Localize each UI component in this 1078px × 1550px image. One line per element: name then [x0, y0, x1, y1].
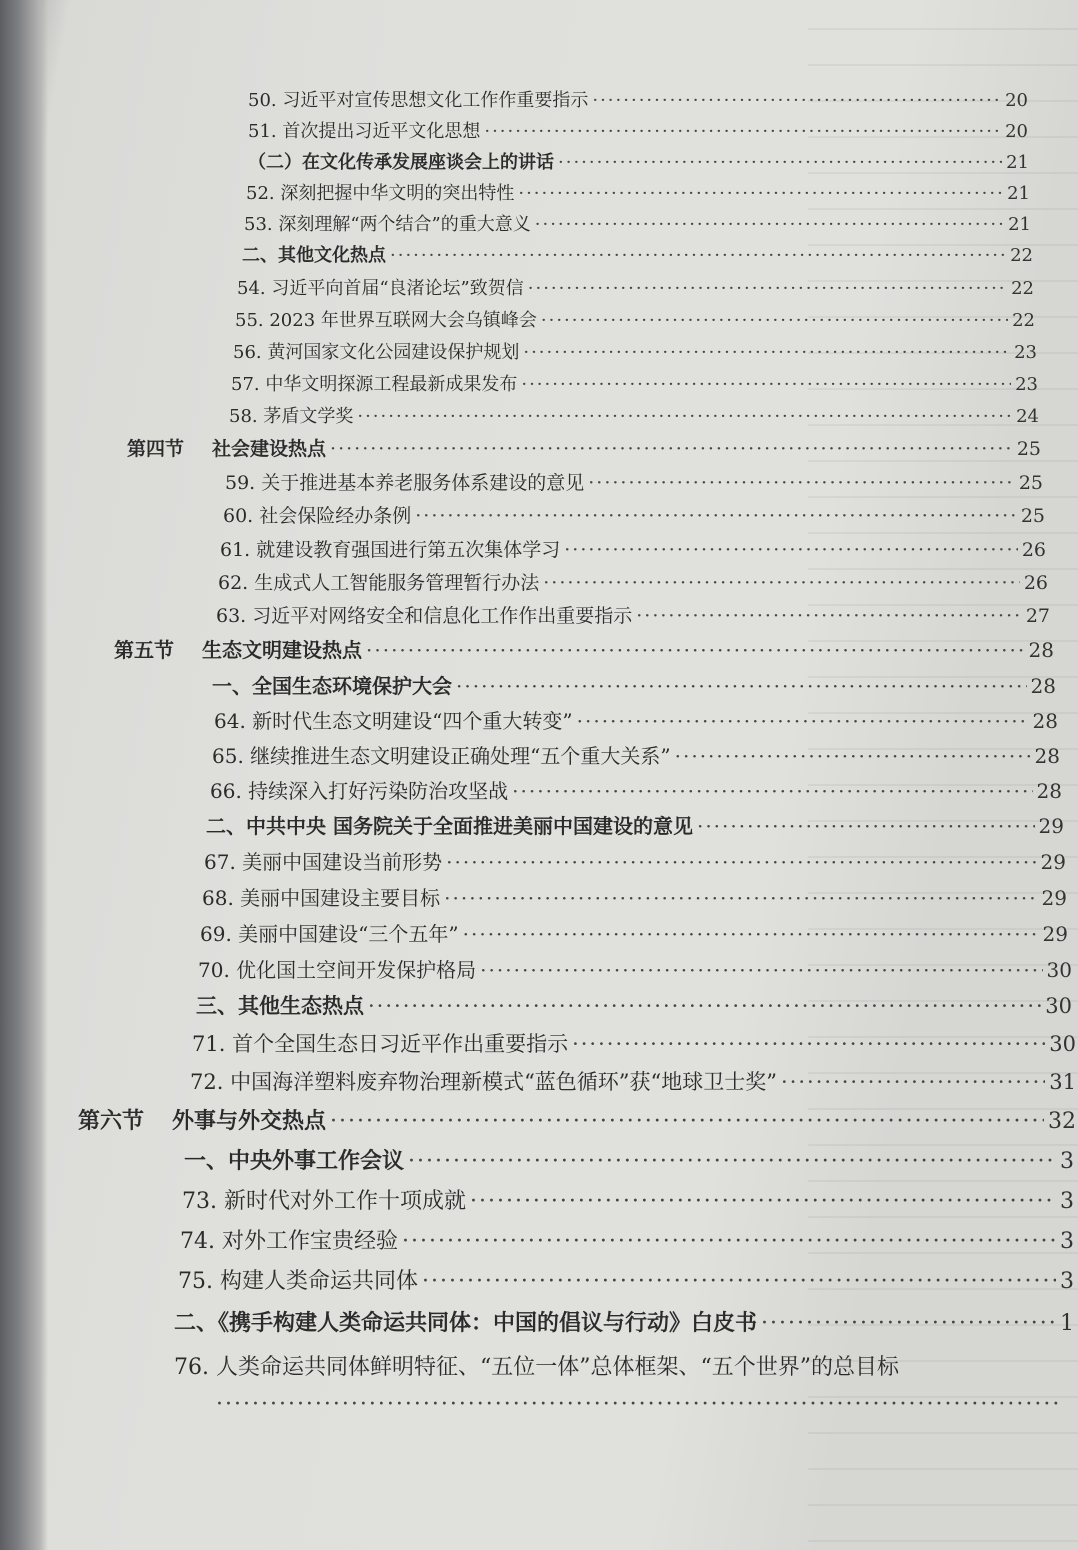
entry-title: 三、其他生态热点 [196, 993, 364, 1018]
page-number: 28 [1030, 674, 1056, 698]
entry-title: 58. 茅盾文学奖 [229, 406, 354, 427]
dot-leader [543, 572, 1020, 594]
toc-entry [235, 306, 1035, 332]
entry-title: 64. 新时代生态文明建设“四个重大转变” [214, 709, 573, 733]
toc-entry [231, 370, 1038, 396]
page-number: 24 [1016, 406, 1039, 427]
dot-leader [484, 121, 1001, 142]
entry-title: 62. 生成式人工智能服务管理暂行办法 [218, 572, 540, 594]
dot-leader [761, 1311, 1056, 1336]
toc-entry [182, 1184, 1074, 1215]
dot-leader [456, 674, 1027, 698]
page-number: 3 [1060, 1149, 1074, 1174]
toc-entry [212, 740, 1060, 769]
toc-entry [218, 568, 1048, 595]
dot-leader [541, 310, 1008, 331]
page-number: 26 [1021, 539, 1046, 561]
page-number: 28 [1034, 744, 1060, 768]
page-number: 25 [1020, 505, 1045, 527]
toc-entry [237, 274, 1034, 300]
dot-leader [357, 406, 1012, 427]
toc-entry [204, 846, 1066, 875]
toc-section-entry [78, 1104, 1076, 1135]
toc-entry [248, 86, 1028, 112]
dot-leader [216, 1392, 1062, 1417]
dot-leader [528, 278, 1007, 299]
toc-entry [229, 402, 1039, 428]
dot-leader [697, 814, 1035, 838]
entry-title: 60. 社会保险经办条例 [223, 505, 412, 527]
toc-entry [200, 918, 1068, 947]
dot-leader [636, 605, 1022, 627]
dot-leader [518, 183, 1003, 204]
toc-entry [220, 535, 1046, 562]
entry-title: 71. 首个全国生态日习近平作出重要指示 [192, 1032, 569, 1056]
dot-leader [512, 779, 1032, 803]
page-number: 30 [1046, 958, 1072, 982]
entry-title: 68. 美丽中国建设主要目标 [202, 886, 441, 910]
entry-title: （二）在文化传承发展座谈会上的讲话 [248, 152, 554, 173]
entry-title: 59. 关于推进基本养老服务体系建设的意见 [225, 472, 585, 494]
dot-leader [577, 709, 1029, 733]
dot-leader [781, 1070, 1045, 1094]
entry-title: 61. 就建设教育强国进行第五次集体学习 [220, 539, 561, 561]
entry-title: 70. 优化国土空间开发保护格局 [198, 958, 477, 982]
dot-leader [415, 505, 1017, 527]
dot-leader [470, 1189, 1056, 1214]
entry-title: 二、其他文化热点 [242, 245, 386, 266]
entry-title: 一、中央外事工作会议 [184, 1148, 405, 1174]
entry-title: 外事与外交热点 [172, 1108, 327, 1134]
entry-title: 63. 习近平对网络安全和信息化工作作出重要指示 [216, 605, 633, 627]
entry-title: 生态文明建设热点 [202, 638, 362, 662]
toc-section-entry [114, 634, 1054, 663]
dot-leader [588, 472, 1015, 494]
page-number: 25 [1018, 472, 1043, 494]
dot-leader [480, 958, 1042, 982]
page-number: 32 [1048, 1109, 1076, 1134]
page-number: 23 [1015, 374, 1038, 395]
toc-entry [174, 1306, 1074, 1337]
entry-title: 73. 新时代对外工作十项成就 [182, 1189, 466, 1214]
entry-title: 二、中共中央 国务院关于全面推进美丽中国建设的意见 [206, 814, 693, 838]
toc-entry [198, 954, 1072, 983]
dot-leader [422, 1269, 1056, 1294]
entry-title: 67. 美丽中国建设当前形势 [204, 850, 443, 874]
toc-entry [210, 775, 1062, 804]
dot-leader [572, 1032, 1045, 1056]
page-number: 22 [1012, 310, 1035, 331]
toc-entry [214, 705, 1058, 734]
entry-title: 50. 习近平对宣传思想文化工作作重要指示 [248, 90, 589, 111]
toc-entry [233, 338, 1037, 364]
dot-leader [523, 342, 1010, 363]
entry-title: 社会建设热点 [212, 438, 327, 460]
page-number: 20 [1005, 90, 1028, 111]
entry-title: 72. 中国海洋塑料废弃物治理新模式“蓝色循环”获“地球卫士奖” [190, 1070, 778, 1094]
page-number: 26 [1023, 572, 1048, 594]
entry-title: 55. 2023 年世界互联网大会乌镇峰会 [235, 310, 537, 331]
page-number: 25 [1016, 438, 1041, 460]
page-number: 21 [1008, 214, 1031, 235]
dot-leader [368, 994, 1041, 1018]
toc-entry [206, 810, 1064, 839]
toc-entry [202, 882, 1067, 911]
toc-entry [244, 210, 1031, 236]
dot-leader [330, 1109, 1044, 1134]
entry-title: 65. 继续推进生态文明建设正确处理“五个重大关系” [212, 744, 671, 768]
section-label: 第六节 [78, 1108, 145, 1134]
page-number: 3 [1060, 1269, 1074, 1294]
toc-entry [212, 670, 1056, 699]
entry-title: 56. 黄河国家文化公园建设保护规划 [233, 342, 520, 363]
dot-leader [592, 90, 1001, 111]
page-number: 29 [1038, 814, 1064, 838]
entry-title: 二、《携手构建人类命运共同体：中国的倡议与行动》白皮书 [174, 1310, 758, 1336]
toc-entry [248, 148, 1029, 174]
dot-leader [564, 539, 1018, 561]
page-number: 29 [1040, 850, 1066, 874]
entry-title: 54. 习近平向首届“良渚论坛”致贺信 [237, 278, 524, 299]
entry-title: 76. 人类命运共同体鲜明特征、“五位一体”总体框架、“五个世界”的总目标 [174, 1355, 899, 1380]
page-number: 21 [1006, 152, 1029, 173]
dot-leader [675, 744, 1031, 768]
dot-leader [402, 1229, 1056, 1254]
entry-title: 74. 对外工作宝贵经验 [180, 1229, 398, 1254]
page-number: 22 [1010, 245, 1033, 266]
dot-leader [444, 886, 1037, 910]
toc-entry [190, 1066, 1076, 1096]
toc-entry [225, 468, 1043, 495]
toc-entry [242, 241, 1033, 267]
page-number: 28 [1032, 709, 1058, 733]
page-number: 20 [1005, 121, 1028, 142]
dot-leader [521, 374, 1011, 395]
page-number: 28 [1036, 779, 1062, 803]
section-label: 第四节 [127, 438, 185, 460]
entry-title: 53. 深刻理解“两个结合”的重大意义 [244, 214, 531, 235]
toc-entry [180, 1224, 1074, 1255]
entry-title: 52. 深刻把握中华文明的突出特性 [246, 183, 515, 204]
page-number: 1 [1060, 1311, 1074, 1336]
page-number: 3 [1060, 1189, 1074, 1214]
page-number: 3 [1060, 1229, 1074, 1254]
dot-leader [408, 1149, 1056, 1174]
toc-entry [184, 1144, 1074, 1175]
dot-leader [463, 922, 1039, 946]
page-number: 27 [1025, 605, 1050, 627]
page-number: 31 [1049, 1070, 1076, 1094]
toc-entry [216, 601, 1050, 628]
toc-entry [223, 501, 1045, 528]
dot-leader [366, 638, 1025, 662]
page-number: 21 [1007, 183, 1030, 204]
toc-section-entry [127, 434, 1041, 461]
page-number: 30 [1049, 1032, 1076, 1056]
toc-entry [196, 990, 1072, 1020]
section-label: 第五节 [114, 638, 174, 662]
entry-title: 一、全国生态环境保护大会 [212, 674, 452, 698]
entry-title: 69. 美丽中国建设“三个五年” [200, 922, 459, 946]
page-number: 29 [1041, 886, 1067, 910]
entry-title: 66. 持续深入打好污染防治攻坚战 [210, 779, 509, 803]
page-number: 30 [1045, 994, 1072, 1018]
toc-entry [192, 1028, 1076, 1058]
entry-title: 51. 首次提出习近平文化思想 [248, 121, 481, 142]
dot-leader [535, 214, 1004, 235]
page-number: 29 [1042, 922, 1068, 946]
dot-leader [390, 245, 1006, 266]
toc-entry [248, 117, 1028, 143]
toc-entry [246, 179, 1030, 205]
page-number: 28 [1028, 638, 1054, 662]
dot-leader [558, 152, 1002, 173]
dot-leader [446, 850, 1036, 874]
toc-entry [178, 1264, 1074, 1295]
dot-leader [330, 438, 1013, 460]
entry-title: 57. 中华文明探源工程最新成果发布 [231, 374, 518, 395]
page-number: 22 [1011, 278, 1034, 299]
page-number: 23 [1014, 342, 1037, 363]
entry-title: 75. 构建人类命运共同体 [178, 1269, 418, 1294]
toc-entry [174, 1350, 1078, 1381]
